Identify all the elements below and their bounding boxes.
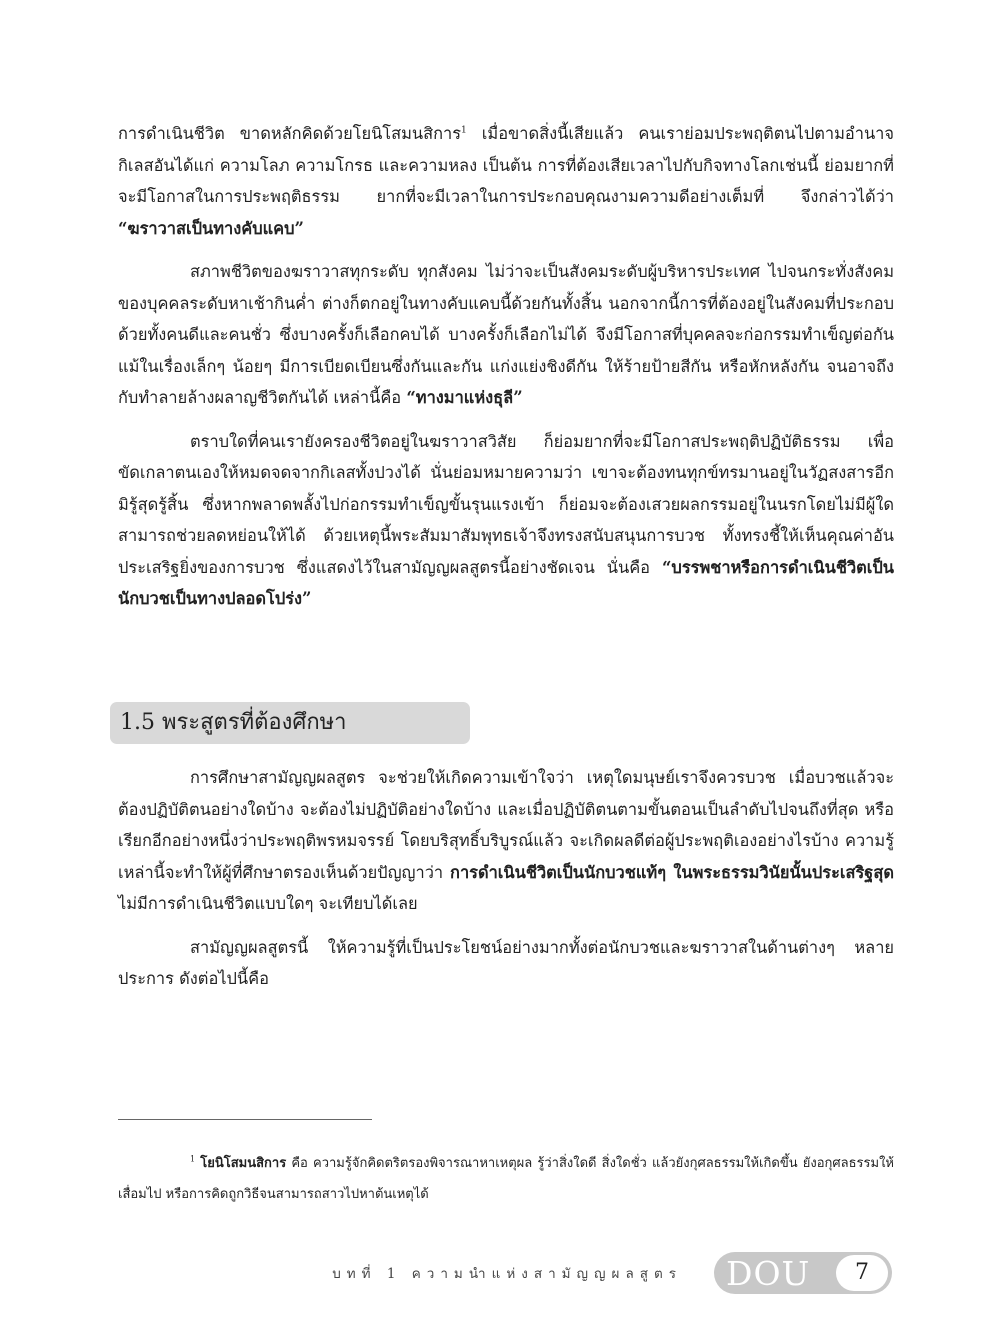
paragraph-1-text: การดำเนินชีวิต ขาดหลักคิดด้วยโยนิโสมนสิการ bbox=[118, 124, 462, 143]
paragraph-4-text: การศึกษาสามัญญผลสูตร จะช่วยให้เกิดความเข้าใจว่า เหตุใดมนุษย์เราจึงควรบวช เมื่อบวชแล้วจะต้องปฏิบัติตนอย่างใดบ้าง จะต้องไม่ปฏิบัติอย่างใดบ้าง และเมื่อปฏิบัติตนตามขั้นตอนเป็นลำดับไปจนถึงที่สุด หรือเรียกอีกอย่างหนึ่งว่าประพฤติพรหมจรรย์ โดยบริสุทธิ์บริบูรณ์แล้ว จะเกิดผลดีต่อผู้ประพฤติเองอย่างไรบ้าง ความรู้เหล่านี้จะทำให้ผู้ที่ศึกษาตรองเห็นด้วยปัญญาว่า bbox=[118, 768, 894, 882]
paragraph-4-text-cont: ไม่มีการดำเนินชีวิตแบบใดๆ จะเทียบได้เลย bbox=[118, 894, 418, 913]
running-head: บทที่ 1 ความนำแห่งสามัญญผลสูตร bbox=[332, 1266, 682, 1282]
paragraph-3-emphasis: “บรรพชาหรือการดำเนินชีวิตเป็นนักบวชเป็นทางปลอดโปร่ง” bbox=[118, 557, 894, 608]
dou-logo: DOU bbox=[726, 1253, 811, 1293]
paragraph-1 bbox=[118, 118, 894, 244]
footnote-term: โยนิโสมนสิการ bbox=[200, 1156, 287, 1171]
paragraph-4 bbox=[118, 762, 894, 920]
footnote-text: คือ ความรู้จักคิดตริตรองพิจารณาหาเหตุผล รู้ว่าสิ่งใดดี สิ่งใดชั่ว แล้วยังกุศลธรรมให้เกิดขึ้น ยังอกุศลธรรมให้เสื่อมไป หรือการคิดถูกวิธีจนสามารถสาวไปหาต้นเหตุได้ bbox=[118, 1156, 894, 1202]
paragraph-3-text: ตราบใดที่คนเรายังครองชีวิตอยู่ในฆราวาสวิสัย ก็ย่อมยากที่จะมีโอกาสประพฤติปฏิบัติธรรม เพื่อขัดเกลาตนเองให้หมดจดจากกิเลสทั้งปวงได้ นั่นย่อมหมายความว่า เขาจะต้องทนทุกข์ทรมานอยู่ในวัฏสงสารอีกมิรู้สุดรู้สิ้น ซึ่งหากพลาดพลั้งไปก่อกรรมทำเข็ญขั้นรุนแรงเข้า ก็ย่อมจะต้องเสวยผลกรรมอยู่ในนรกโดยไม่มีผู้ใดสามารถช่วยลดหย่อนให้ได้ ด้วยเหตุนี้พระสัมมาสัมพุทธเจ้าจึงทรงสนับสนุนการบวช ทั้งทรงชี้ให้เห็นคุณค่าอันประเสริฐยิ่งของการบวช ซึ่งแสดงไว้ในสามัญญผลสูตรนี้อย่างชัดเจน นั่นคือ bbox=[118, 431, 894, 577]
paragraph-3 bbox=[118, 426, 894, 615]
paragraph-4-emphasis: การดำเนินชีวิตเป็นนักบวชแท้ๆ ในพระธรรมวินัยนั้นประเสริฐสุด bbox=[450, 862, 894, 882]
body-text-top bbox=[118, 118, 894, 627]
paragraph-2-text: สภาพชีวิตของฆราวาสทุกระดับ ทุกสังคม ไม่ว่าจะเป็นสังคมระดับผู้บริหารประเทศ ไปจนกระทั่งสังคมของบุคคลระดับหาเช้ากินค่ำ ต่างก็ตกอยู่ในทางคับแคบนี้ด้วยกันทั้งสิ้น นอกจากนี้การที่ต้องอยู่ในสังคมที่ประกอบด้วยทั้งคนดีและคนชั่ว ซึ่งบางครั้งก็เลือกคบได้ บางครั้งก็เลือกไม่ได้ จึงมีโอกาสที่บุคคลจะก่อกรรมทำเข็ญต่อกัน แม้ในเรื่องเล็กๆ น้อยๆ มีการเบียดเบียนซึ่งกันและกัน แก่งแย่งชิงดีกัน ให้ร้ายป้ายสีกัน หรือหักหลังกัน จนอาจถึงกับทำลายล้างผลาญชีวิตกันได้ เหล่านี้คือ bbox=[118, 262, 894, 407]
footnote-ref[interactable]: 1 bbox=[461, 125, 467, 136]
page-footer bbox=[332, 1252, 892, 1294]
section-heading: 1.5 พระสูตรที่ต้องศึกษา bbox=[110, 702, 470, 744]
footnote-marker: 1 bbox=[190, 1154, 196, 1164]
footnote-divider bbox=[118, 1119, 372, 1120]
page-number: 7 bbox=[836, 1255, 888, 1291]
paragraph-1-emphasis: “ฆราวาสเป็นทางคับแคบ” bbox=[118, 218, 304, 238]
paragraph-1-text-cont: เมื่อขาดสิ่งนี้เสียแล้ว คนเราย่อมประพฤติตนไปตามอำนาจกิเลสอันได้แก่ ความโลภ ความโกรธ และความหลง เป็นต้น การที่ต้องเสียเวลาไปกับกิจทางโลกเช่นนี้ ย่อมยากที่จะมีโอกาสในการประพฤติธรรม ยากที่จะมีเวลาในการประกอบคุณงามความดีอย่างเต็มที่ จึงกล่าวได้ว่า bbox=[118, 124, 894, 206]
paragraph-2 bbox=[118, 256, 894, 414]
body-text-bottom bbox=[118, 762, 894, 1007]
dou-logo-tab bbox=[714, 1252, 892, 1294]
footnote bbox=[118, 1148, 894, 1210]
paragraph-5 bbox=[118, 932, 894, 995]
paragraph-2-emphasis: “ทางมาแห่งธุลี” bbox=[406, 388, 523, 407]
paragraph-5-text: สามัญญผลสูตรนี้ ให้ความรู้ที่เป็นประโยชน์อย่างมากทั้งต่อนักบวชและฆราวาสในด้านต่างๆ หลายประการ ดังต่อไปนี้คือ bbox=[118, 937, 894, 988]
